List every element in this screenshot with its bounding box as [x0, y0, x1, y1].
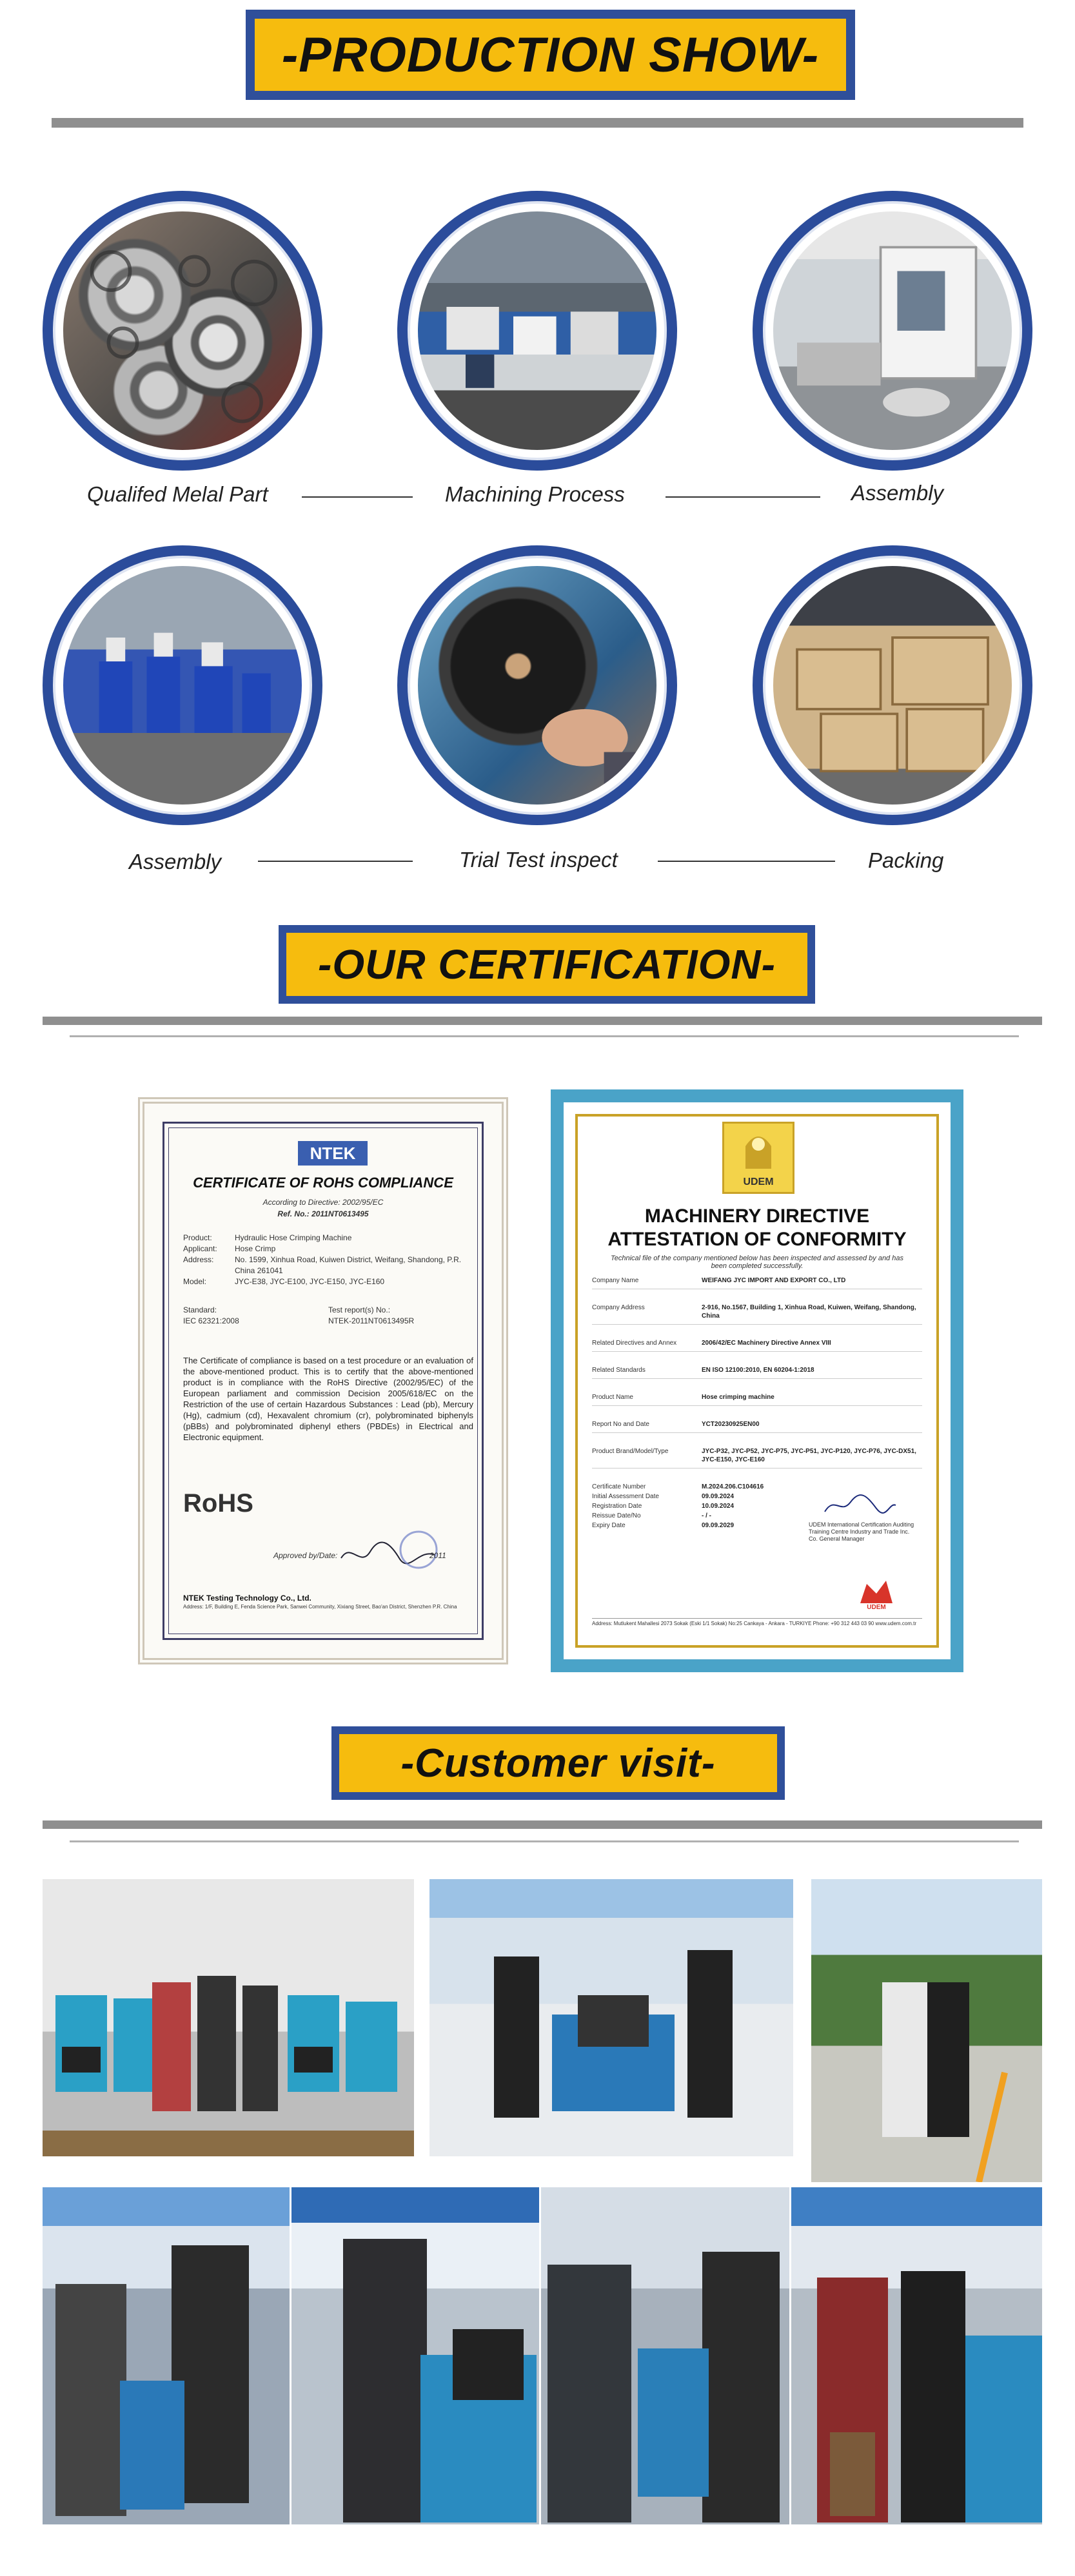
- caption-assembly-1: Assembly: [851, 481, 944, 505]
- exhibition-booth-icon: [429, 1879, 793, 2156]
- caption-metal-part: Qualifed Melal Part: [87, 482, 268, 506]
- md-field-value: YCT20230925EN00: [702, 1421, 760, 1428]
- md-footer: Address: Mutlukent Mahallesi 2073 Sokak (Eski 1/1 Sokak) No:25 Cankaya - Ankara - TURKIYE Phone: +90 312 443 03 90 www.udem.com.tr: [592, 1618, 922, 1627]
- rohs-date: 2011: [429, 1551, 446, 1560]
- section-title: -OUR CERTIFICATION-: [318, 941, 776, 988]
- udem-brand: UDEM: [743, 1176, 774, 1187]
- md-field-row: [592, 1276, 922, 1289]
- visitor-discussion-icon: [541, 2187, 789, 2524]
- section-title: -PRODUCTION SHOW-: [281, 27, 820, 83]
- md-field-label: Company Address: [592, 1304, 645, 1311]
- md-field-row: [592, 1447, 922, 1469]
- label: Applicant:: [183, 1244, 217, 1253]
- md-field-label: Related Standards: [592, 1367, 646, 1374]
- rohs-title: CERTIFICATE OF ROHS COMPLIANCE: [193, 1175, 453, 1191]
- visitors-at-booth-icon: [791, 2187, 1042, 2524]
- certification-banner: [279, 925, 815, 1004]
- signature-icon: [338, 1529, 441, 1574]
- metal-part-icon: [63, 211, 302, 450]
- label: Standard:: [183, 1305, 217, 1314]
- connector-line: [658, 861, 835, 862]
- rohs-company-address: Address: 1/F, Building E, Fenda Science Park, Sanwei Community, Xixiang Street, Bao'an District, Shenzhen P.R. China: [183, 1604, 457, 1610]
- rohs-standard: IEC 62321:2008: [183, 1316, 239, 1325]
- rohs-address: No. 1599, Xinhua Road, Kuiwen District, Weifang, Shandong, P.R. China 261041: [235, 1255, 462, 1275]
- cnc-machine-icon: [773, 211, 1012, 450]
- machine-demo-icon: [291, 2187, 539, 2524]
- md-field-value: 10.09.2024: [702, 1503, 735, 1510]
- md-field-label: Company Name: [592, 1277, 639, 1284]
- md-intro: Technical file of the company mentioned below has been inspected and assessed by and has been completed successfully.: [611, 1254, 903, 1270]
- md-field-label: Product Brand/Model/Type: [592, 1448, 669, 1455]
- md-field-label: Reissue Date/No: [592, 1512, 641, 1519]
- label: Model:: [183, 1277, 207, 1286]
- svg-text:UDEM: UDEM: [867, 1604, 886, 1610]
- md-field-value: - / -: [702, 1512, 711, 1519]
- photo-machining: [397, 191, 677, 471]
- label: Address:: [183, 1255, 214, 1264]
- hand-icon: [418, 566, 656, 805]
- md-title-2: ATTESTATION OF CONFORMITY: [607, 1229, 907, 1250]
- outdoor-visitors-icon: [811, 1879, 1042, 2182]
- rohs-ref: Ref. No.: 2011NT0613495: [277, 1209, 369, 1218]
- caption-packing: Packing: [868, 848, 944, 872]
- caption-assembly-2: Assembly: [129, 850, 222, 873]
- rohs-body: The Certificate of compliance is based on a test procedure or an evaluation of the above-mentioned product. This is to certify that the above-mentioned product is in compliance with the RoHS Directive (2002/95/EC) of the European parliament and commission Decision 2005/618/EC on the Restriction of the use of certain Hazardous Substances : Lead (pb), Mercury (Hg), cadmium (cd), Hexavalent chromium (cr), polybrominated biphenyls (pBBs) and polybrominated diphenyl ethers (PBDEs) in Electrical and Electronic equipment.: [183, 1356, 473, 1442]
- photo-assembly-1: [753, 191, 1032, 471]
- md-field-label: Registration Date: [592, 1503, 642, 1510]
- photo-assembly-2: [43, 545, 322, 825]
- md-field-row: [592, 1420, 922, 1433]
- rohs-approved: Approved by/Date:: [273, 1551, 338, 1560]
- rohs-report: NTEK-2011NT0613495R: [328, 1316, 415, 1325]
- md-field-row: [592, 1303, 922, 1325]
- divider: [43, 1820, 1042, 1829]
- md-signer: UDEM International Certification Auditing Training Centre Industry and Trade Inc. Co. General Manager: [809, 1521, 914, 1542]
- md-field-value: EN ISO 12100:2010, EN 60204-1:2018: [702, 1367, 814, 1374]
- rohs-mark: RoHS: [183, 1489, 253, 1517]
- customer-photo-2: [429, 1879, 793, 2156]
- md-field-label: Report No and Date: [592, 1421, 649, 1428]
- section-title: -Customer visit-: [400, 1741, 716, 1786]
- divider: [43, 1017, 1042, 1025]
- photo-trial-test: [397, 545, 677, 825]
- customer-photo-6: [541, 2187, 789, 2524]
- signature-icon: [822, 1489, 899, 1521]
- ntek-logo: NTEK: [298, 1141, 368, 1166]
- rohs-product: Hydraulic Hose Crimping Machine: [235, 1233, 352, 1242]
- customer-photo-4: [43, 2187, 290, 2524]
- md-field-label: Certificate Number: [592, 1483, 646, 1490]
- booth-crowd-icon: [43, 2187, 290, 2524]
- md-field-value: JYC-P32, JYC-P52, JYC-P75, JYC-P51, JYC-P120, JYC-P76, JYC-DX51, JYC-E150, JYC-E160: [702, 1448, 916, 1463]
- customer-banner: [331, 1726, 785, 1800]
- caption-machining: Machining Process: [445, 482, 625, 506]
- photo-metal-parts: [43, 191, 322, 471]
- md-field-value: 09.09.2029: [702, 1522, 735, 1529]
- udem-stamp-icon: [854, 1574, 899, 1610]
- frame-icon: [63, 566, 302, 805]
- md-field-row: [592, 1393, 922, 1406]
- md-field-label: Product Name: [592, 1394, 633, 1401]
- customer-photo-1: [43, 1879, 414, 2156]
- divider-thin: [70, 1035, 1019, 1037]
- md-field-label: Related Directives and Annex: [592, 1340, 677, 1347]
- photo-packing: [753, 545, 1032, 825]
- divider-thin: [70, 1840, 1019, 1842]
- machine-icon: [418, 211, 656, 450]
- rohs-certificate: [138, 1097, 508, 1664]
- label: Product:: [183, 1233, 212, 1242]
- rohs-directive: According to Directive: 2002/95/EC: [262, 1198, 384, 1207]
- machinery-directive-certificate: [551, 1089, 963, 1672]
- label: Test report(s) No.:: [328, 1305, 391, 1314]
- md-field-row: [592, 1366, 922, 1379]
- md-field-row: [592, 1339, 922, 1352]
- md-field-value: M.2024.206.C104616: [702, 1483, 764, 1490]
- caption-trial-test: Trial Test inspect: [459, 848, 618, 872]
- production-banner: [246, 10, 855, 100]
- divider: [52, 118, 1023, 128]
- connector-line: [666, 496, 820, 498]
- md-field-value: 09.09.2024: [702, 1493, 735, 1500]
- rohs-applicant: Hose Crimp: [235, 1244, 276, 1253]
- connector-line: [302, 496, 413, 498]
- md-field-value: Hose crimping machine: [702, 1394, 774, 1401]
- md-title-1: MACHINERY DIRECTIVE: [644, 1205, 870, 1227]
- customer-photo-5: [291, 2187, 539, 2524]
- visitors-with-machines-icon: [43, 1879, 414, 2156]
- lion-crest-icon: [724, 1124, 793, 1175]
- md-field-value: 2-916, No.1567, Building 1, Xinhua Road, Kuiwen, Weifang, Shandong, China: [702, 1304, 916, 1320]
- rohs-model: JYC-E38, JYC-E100, JYC-E150, JYC-E160: [235, 1277, 385, 1286]
- md-field-label: Initial Assessment Date: [592, 1493, 659, 1500]
- customer-photo-3: [811, 1879, 1042, 2182]
- md-field-value: WEIFANG JYC IMPORT AND EXPORT CO., LTD: [702, 1277, 846, 1284]
- md-field-label: Expiry Date: [592, 1522, 626, 1529]
- customer-photo-7: [791, 2187, 1042, 2524]
- connector-line: [258, 861, 413, 862]
- crate-icon: [773, 566, 1012, 805]
- udem-logo: [722, 1122, 794, 1194]
- rohs-company: NTEK Testing Technology Co., Ltd.: [183, 1594, 311, 1603]
- md-field-value: 2006/42/EC Machinery Directive Annex VIII: [702, 1340, 831, 1347]
